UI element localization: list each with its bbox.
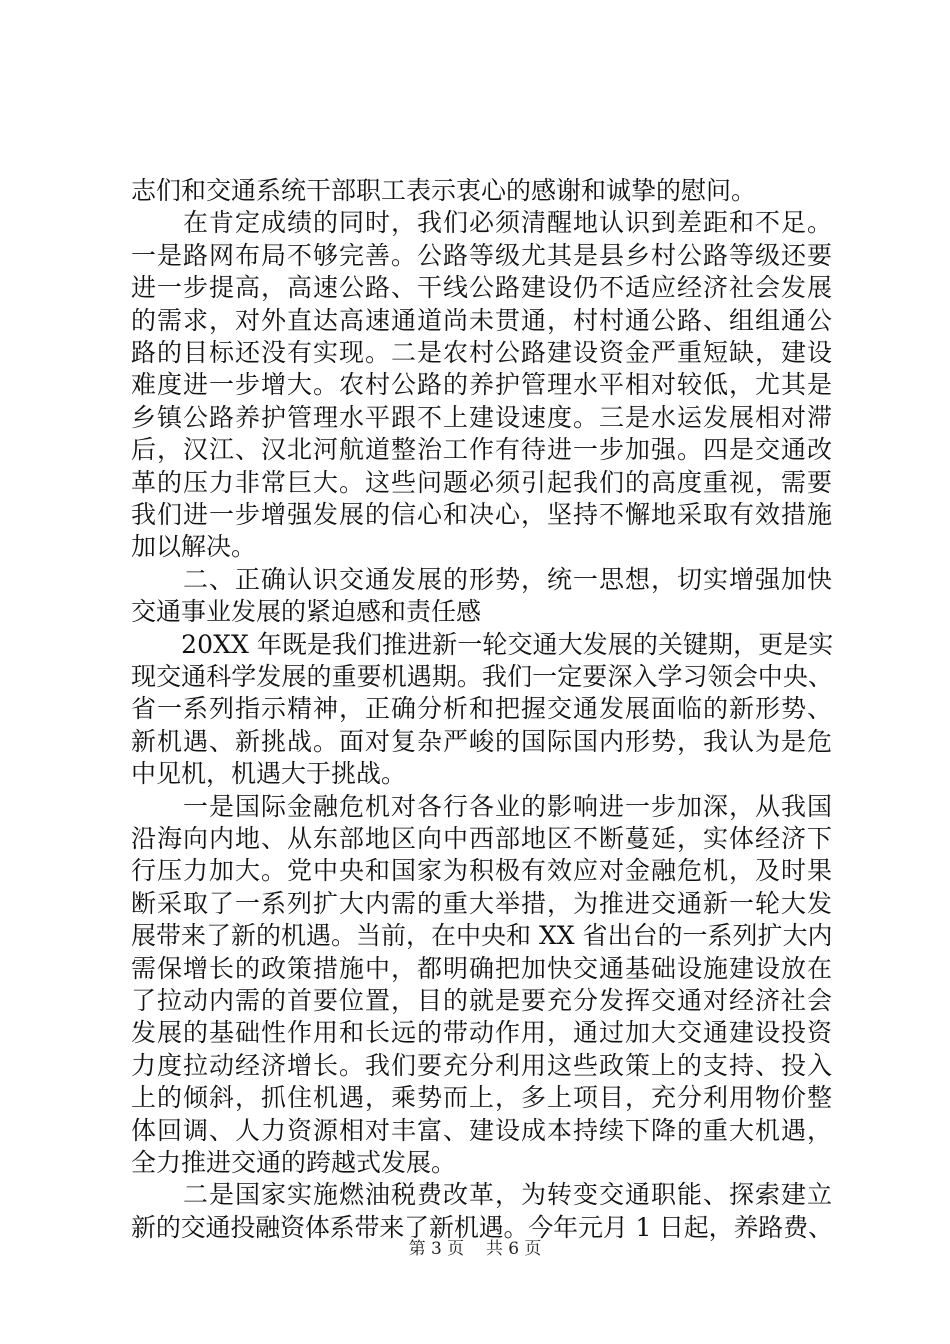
text-line: 二、正确认识交通发展的形势，统一思想，切实增强加快 [131,564,834,594]
text-line: 中见机，机遇大于挑战。 [131,759,407,789]
text-line: 革的压力非常巨大。这些问题必须引起我们的高度重视，需要 [131,467,834,497]
text-line: 20XX 年既是我们推进新一轮交通大发展的关键期，更是实 [131,629,834,659]
text-line: 行压力加大。党中央和国家为积极有效应对金融危机，及时果 [131,856,834,886]
text-line: 的需求，对外直达高速通道尚未贯通，村村通公路、组组通公 [131,305,834,335]
text-line: 现交通科学发展的重要机遇期。我们一定要深入学习领会中央、 [131,662,834,691]
text-line: 发展的基础性作用和长远的带动作用，通过加大交通建设投资 [131,1018,834,1048]
text-line: 在肯定成绩的同时，我们必须清醒地认识到差距和不足。 [131,208,834,238]
text-line: 省一系列指示精神，正确分析和把握交通发展面临的新形势、 [131,694,834,724]
page-number: 第 3 页 [408,1239,465,1259]
text-line: 一是路网布局不够完善。公路等级尤其是县乡村公路等级还要 [131,240,834,270]
text-line: 后，汉江、汉北河航道整治工作有待进一步加强。四是交通改 [131,435,834,465]
text-line: 路的目标还没有实现。二是农村公路建设资金严重短缺，建设 [131,338,834,367]
text-line: 新机遇、新挑战。面对复杂严峻的国际国内形势，我认为是危 [131,726,834,756]
text-line: 难度进一步增大。农村公路的养护管理水平相对较低，尤其是 [131,370,834,400]
text-line: 沿海向内地、从东部地区向中西部地区不断蔓延，实体经济下 [131,824,834,853]
text-line: 一是国际金融危机对各行各业的影响进一步加深，从我国 [131,791,834,821]
text-line: 展带来了新的机遇。当前，在中央和 XX 省出台的一系列扩大内 [131,921,833,951]
text-line: 新的交通投融资体系带来了新机遇。今年元月 1 日起，养路费、 [131,1212,833,1242]
text-line: 乡镇公路养护管理水平跟不上建设速度。三是水运发展相对滞 [131,402,834,432]
text-line: 我们进一步增强发展的信心和决心，坚持不懈地采取有效措施 [131,500,834,529]
text-line: 进一步提高，高速公路、干线公路建设仍不适应经济社会发展 [131,273,834,303]
text-line: 需保增长的政策措施中，都明确把加快交通基础设施建设放在 [131,953,834,983]
text-line: 了拉动内需的首要位置，目的就是要充分发挥交通对经济社会 [131,986,834,1015]
text-line: 体回调、人力资源相对丰富、建设成本持续下降的重大机遇， [131,1115,834,1145]
text-line: 全力推进交通的跨越式发展。 [131,1148,457,1177]
text-line: 加以解决。 [131,532,257,562]
text-line: 力度拉动经济增长。我们要充分利用这些政策上的支持、投入 [131,1050,834,1080]
text-line: 志们和交通系统干部职工表示衷心的感谢和诚挚的慰问。 [131,176,757,205]
text-line: 上的倾斜，抓住机遇，乘势而上，多上项目，充分利用物价整 [131,1083,834,1113]
page-total: 共 6 页 [485,1239,542,1259]
text-line: 断采取了一系列扩大内需的重大举措，为推进交通新一轮大发 [131,888,834,918]
text-line: 二是国家实施燃油税费改革，为转变交通职能、探索建立 [131,1180,834,1210]
text-line: 交通事业发展的紧迫感和责任感 [131,597,482,627]
page-footer [0,1237,950,1261]
